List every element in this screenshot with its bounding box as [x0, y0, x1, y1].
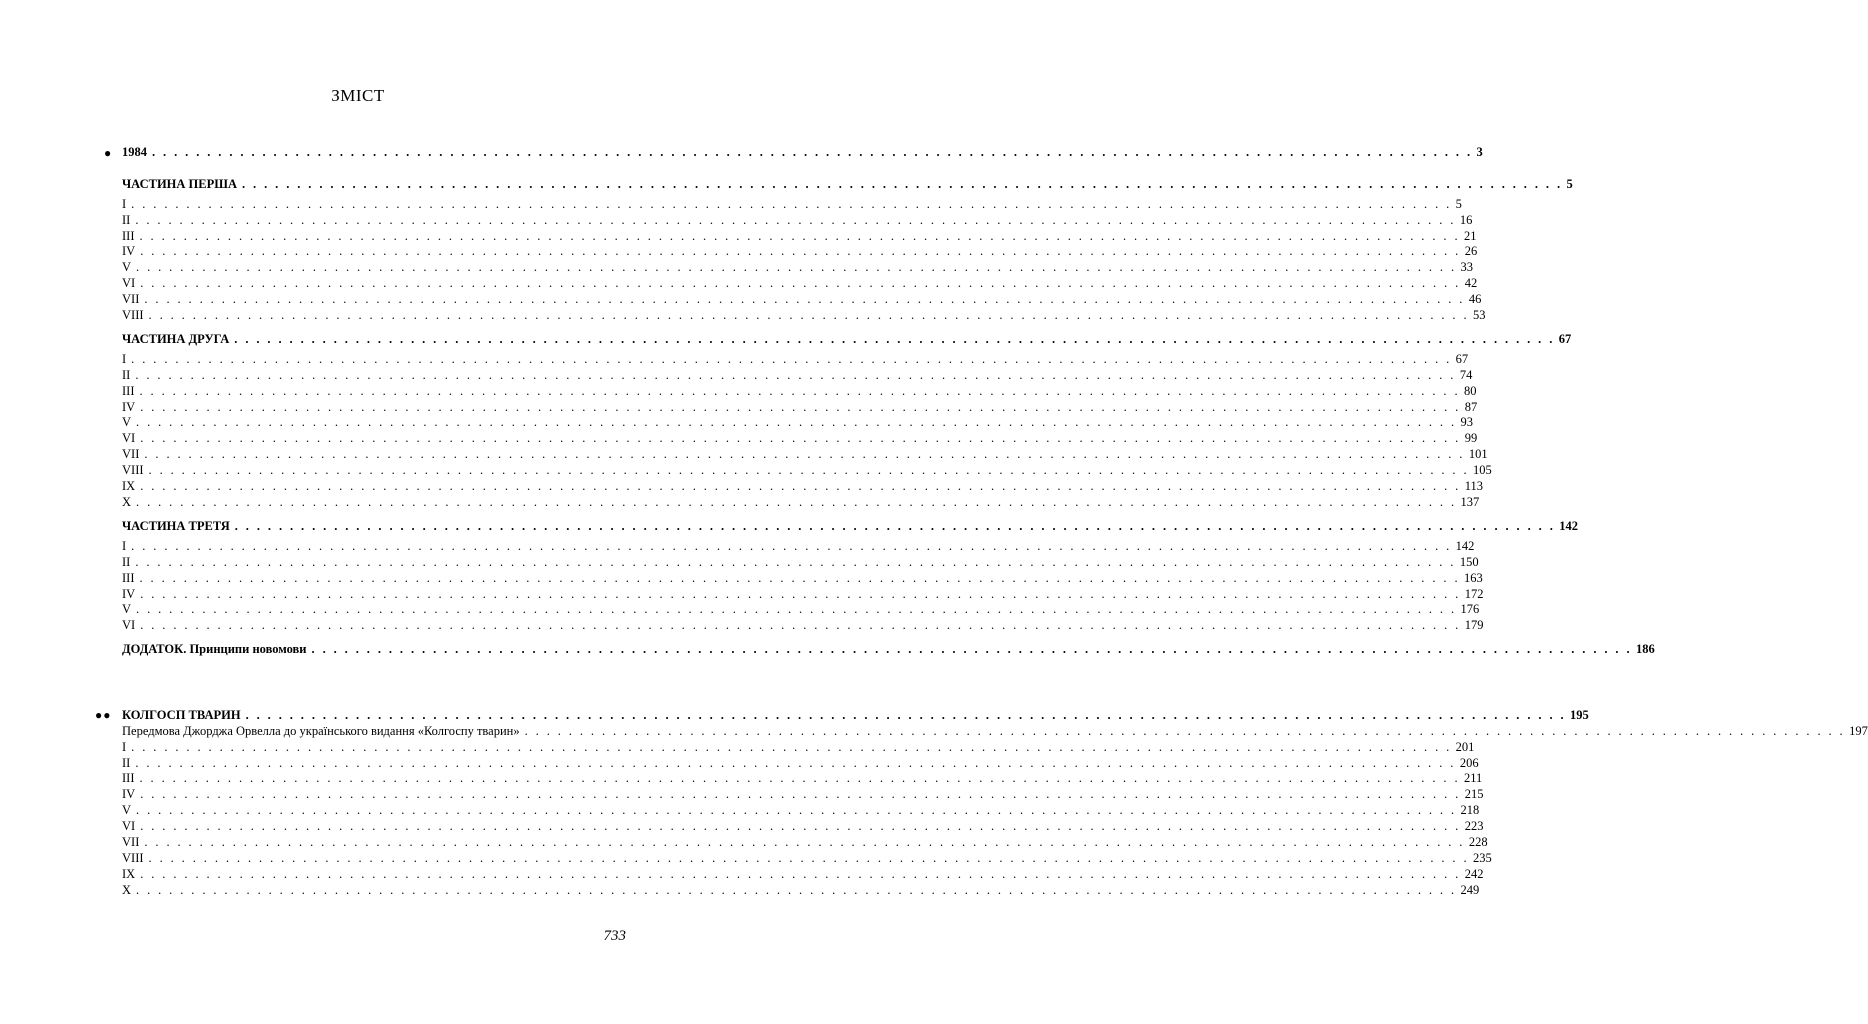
toc-entry-title: III	[122, 771, 135, 785]
toc-entry-title: VIII	[122, 463, 144, 477]
dot-leader: . . . . . . . . . . . . . . . . . . . . . . . . . . . . . . . . . . . . . . . . . . . . . . . . . . . . . . . . . . . . . . . . . . . . . . . . . . . . . . . . . . . . . . . . . . . . . . . . . . . . . . . . . . . . . . . . . . . . . . . .	[242, 177, 1563, 191]
toc-entry-title: VII	[122, 292, 140, 306]
toc-entry-title: X	[122, 883, 132, 897]
toc-entry-title: II	[122, 756, 131, 770]
dot-leader: . . . . . . . . . . . . . . . . . . . . . . . . . . . . . . . . . . . . . . . . . . . . . . . . . . . . . . . . . . . . . . . . . . . . . . . . . . . . . . . . . . . . . . . . . . . . . . . . . . . . . . . . . . . . . . . . . . . . . . . .	[234, 332, 1555, 346]
toc-entry-page: 67	[1455, 352, 1469, 366]
dot-leader: . . . . . . . . . . . . . . . . . . . . . . . . . . . . . . . . . . . . . . . . . . . . . . . . . . . . . . . . . . . . . . . . . . . . . . . . . . . . . . . . . . . . . . . . . . . . . . . . . . . . . . . . . . . . . . . . . . . . . . . .	[140, 431, 1461, 445]
toc-entry	[122, 212, 1473, 228]
bullet-marker-1984: ●	[104, 146, 113, 160]
toc-entry-title: II	[122, 368, 131, 382]
dot-leader: . . . . . . . . . . . . . . . . . . . . . . . . . . . . . . . . . . . . . . . . . . . . . . . . . . . . . . . . . . . . . . . . . . . . . . . . . . . . . . . . . . . . . . . . . . . . . . . . . . . . . . . . . . . . . . . . . . . . . . . .	[152, 145, 1473, 159]
toc-entry	[122, 802, 1480, 818]
dot-leader: . . . . . . . . . . . . . . . . . . . . . . . . . . . . . . . . . . . . . . . . . . . . . . . . . . . . . . . . . . . . . . . . . . . . . . . . . . . . . . . . . . . . . . . . . . . . . . . . . . . . . . . . . . . . . . . . . . . . . . . .	[311, 642, 1632, 656]
toc-entry	[122, 739, 1475, 755]
toc-entry-title: ЧАСТИНА ПЕРША	[122, 177, 237, 191]
toc-entry-page: 163	[1463, 571, 1483, 585]
toc-entry-title: V	[122, 415, 132, 429]
toc-section-entry	[122, 518, 1578, 534]
toc-entry	[122, 570, 1483, 586]
dot-leader: . . . . . . . . . . . . . . . . . . . . . . . . . . . . . . . . . . . . . . . . . . . . . . . . . . . . . . . . . . . . . . . . . . . . . . . . . . . . . . . . . . . . . . . . . . . . . . . . . . . . . . . . . . . . . . . . . . . . . . . .	[131, 740, 1452, 754]
toc-entry	[122, 351, 1469, 367]
toc-section-entry	[122, 144, 1483, 160]
dot-leader: . . . . . . . . . . . . . . . . . . . . . . . . . . . . . . . . . . . . . . . . . . . . . . . . . . . . . . . . . . . . . . . . . . . . . . . . . . . . . . . . . . . . . . . . . . . . . . . . . . . . . . . . . . . . . . . . . . . . . . . .	[140, 787, 1461, 801]
dot-leader: . . . . . . . . . . . . . . . . . . . . . . . . . . . . . . . . . . . . . . . . . . . . . . . . . . . . . . . . . . . . . . . . . . . . . . . . . . . . . . . . . . . . . . . . . . . . . . . . . . . . . . . . . . . . . . . . . . . . . . . .	[139, 771, 1460, 785]
toc-entry-page: 67	[1558, 332, 1572, 346]
toc-entry-page: 142	[1455, 539, 1475, 553]
toc-entry-title: VIII	[122, 851, 144, 865]
toc-entry-page: 53	[1473, 308, 1486, 322]
toc-entry	[122, 446, 1488, 462]
toc-entry-title: I	[122, 539, 127, 553]
toc-section-entry	[122, 331, 1572, 347]
toc-entry-title: I	[122, 197, 127, 211]
toc-entry-page: 93	[1460, 415, 1474, 429]
dot-leader: . . . . . . . . . . . . . . . . . . . . . . . . . . . . . . . . . . . . . . . . . . . . . . . . . . . . . . . . . . . . . . . . . . . . . . . . . . . . . . . . . . . . . . . . . . . . . . . . . . . . . . . . . . . . . . . . . . . . . . . .	[136, 602, 1457, 616]
toc-entry-title: V	[122, 260, 132, 274]
dot-leader: . . . . . . . . . . . . . . . . . . . . . . . . . . . . . . . . . . . . . . . . . . . . . . . . . . . . . . . . . . . . . . . . . . . . . . . . . . . . . . . . . . . . . . . . . . . . . . . . . . . . . . . . . . . . . . . . . . . . . . . .	[245, 708, 1567, 722]
toc-entry-page: 3	[1476, 145, 1483, 159]
toc-entry-page: 150	[1459, 555, 1479, 569]
dot-leader: . . . . . . . . . . . . . . . . . . . . . . . . . . . . . . . . . . . . . . . . . . . . . . . . . . . . . . . . . . . . . . . . . . . . . . . . . . . . . . . . . . . . . . . . . . . . . . . . . . . . . . . . . . . . . . . . . . . . . . . .	[135, 213, 1456, 227]
toc-entry-title: II	[122, 213, 131, 227]
dot-leader: . . . . . . . . . . . . . . . . . . . . . . . . . . . . . . . . . . . . . . . . . . . . . . . . . . . . . . . . . . . . . . . . . . . . . . . . . . . . . . . . . . . . . . . . . . . . . . . . . . . . . . . . . . . . . . . . . . . . . . . .	[131, 352, 1452, 366]
toc-entry-title: VI	[122, 276, 136, 290]
toc-entry-page: 218	[1460, 803, 1480, 817]
dot-leader: . . . . . . . . . . . . . . . . . . . . . . . . . . . . . . . . . . . . . . . . . . . . . . . . . . . . . . . . . . . . . . . . . . . . . . . . . . . . . . . . . . . . . . . . . . . . . . . . . . . . . . . . . . . . . . . . . . . . . . . .	[136, 495, 1457, 509]
toc-entry	[122, 834, 1488, 850]
toc-entry	[122, 383, 1477, 399]
toc-entry	[122, 494, 1480, 510]
toc-entry-title: ЧАСТИНА ТРЕТЯ	[122, 519, 230, 533]
toc-entry-title: ЧАСТИНА ДРУГА	[122, 332, 230, 346]
toc-entry-page: 206	[1459, 756, 1479, 770]
toc-entry-page: 197	[1849, 724, 1868, 738]
toc-entry-page: 228	[1468, 835, 1488, 849]
toc-entry	[122, 275, 1478, 291]
toc-section-entry	[122, 176, 1573, 192]
toc-entry-page: 249	[1460, 883, 1480, 897]
toc-entry-title: IX	[122, 867, 136, 881]
toc-entry	[122, 367, 1473, 383]
dot-leader: . . . . . . . . . . . . . . . . . . . . . . . . . . . . . . . . . . . . . . . . . . . . . . . . . . . . . . . . . . . . . . . . . . . . . . . . . . . . . . . . . . . . . . . . . . . . . . . . . . . . . . . . . . . . . . . . . . . . . . . .	[131, 197, 1452, 211]
dot-leader: . . . . . . . . . . . . . . . . . . . . . . . . . . . . . . . . . . . . . . . . . . . . . . . . . . . . . . . . . . . . . . . . . . . . . . . . . . . . . . . . . . . . . . . . . . . . . . . . . . . . . . . . . . . . . . . . . . . . . . . .	[140, 867, 1461, 881]
toc-entry-page: 74	[1459, 368, 1473, 382]
toc-entry-title: I	[122, 352, 127, 366]
dot-leader: . . . . . . . . . . . . . . . . . . . . . . . . . . . . . . . . . . . . . . . . . . . . . . . . . . . . . . . . . . . . . . . . . . . . . . . . . . . . . . . . . . . . . . . . . . . . . . . . . . . . . . . . . . . . . . . . . . . . . . . .	[148, 463, 1469, 477]
dot-leader: . . . . . . . . . . . . . . . . . . . . . . . . . . . . . . . . . . . . . . . . . . . . . . . . . . . . . . . . . . . . . . . . . . . . . . . . . . . . . . . . . . . . . . . . . . . . . . . . . . . . . . . . . . . . . . . . . . . . . . . .	[135, 368, 1456, 382]
toc-entry	[122, 601, 1480, 617]
toc-entry-page: 137	[1460, 495, 1480, 509]
toc-entry	[122, 554, 1479, 570]
toc-entry	[122, 866, 1484, 882]
toc-entry	[122, 818, 1484, 834]
toc-entry-page: 87	[1464, 400, 1478, 414]
dot-leader: . . . . . . . . . . . . . . . . . . . . . . . . . . . . . . . . . . . . . . . . . . . . . . . . . . . . . . . . . . . . . . . . . . . . . . . . . . . . . . . . . . . . . . . . . . . . . . . . . . . . . . . . . . . . . . . . . . . . . . . .	[140, 819, 1461, 833]
toc-entry-page: 223	[1464, 819, 1484, 833]
toc-entry-page: 33	[1460, 260, 1474, 274]
dot-leader: . . . . . . . . . . . . . . . . . . . . . . . . . . . . . . . . . . . . . . . . . . . . . . . . . . . . . . . . . . . . . . . . . . . . . . . . . . . . . . . . . . . . . . . . . . . . . . . . . . . . . . . . . . . . . . . . . . . . . . . .	[131, 539, 1452, 553]
toc-entry-title: IV	[122, 244, 136, 258]
toc-entry-title: Передмова Джорджа Орвелла до українського видання «Колгоспу тварин»	[122, 724, 520, 738]
toc-entry-page: 172	[1464, 587, 1484, 601]
toc-entry-page: 235	[1473, 851, 1492, 865]
toc-entry-page: 242	[1464, 867, 1484, 881]
dot-leader: . . . . . . . . . . . . . . . . . . . . . . . . . . . . . . . . . . . . . . . . . . . . . . . . . . . . . . . . . . . . . . . . . . . . . . . . . . . . . . . . . . . . . . . . . . . . . . . . . . . . . . . . . . . . . . . . . . . . . . . .	[144, 835, 1465, 849]
toc-entry	[122, 586, 1484, 602]
toc-entry-title: IV	[122, 787, 136, 801]
toc-entry-title: IX	[122, 479, 136, 493]
page-title: ЗМІСТ	[331, 86, 385, 105]
toc-entry-title: I	[122, 740, 127, 754]
dot-leader: . . . . . . . . . . . . . . . . . . . . . . . . . . . . . . . . . . . . . . . . . . . . . . . . . . . . . . . . . . . . . . . . . . . . . . . . . . . . . . . . . . . . . . . . . . . . . . . . . . . . . . . . . . . . . . . . . . . . . . . .	[136, 883, 1457, 897]
toc-entry-page: 211	[1463, 771, 1483, 785]
dot-leader: . . . . . . . . . . . . . . . . . . . . . . . . . . . . . . . . . . . . . . . . . . . . . . . . . . . . . . . . . . . . . . . . . . . . . . . . . . . . . . . . . . . . . . . . . . . . . . . . . . . . . . . . . . . . . . . . . . . . . . . .	[148, 308, 1469, 322]
toc-entry-title: VII	[122, 447, 140, 461]
toc-entry-title: VII	[122, 835, 140, 849]
dot-leader: . . . . . . . . . . . . . . . . . . . . . . . . . . . . . . . . . . . . . . . . . . . . . . . . . . . . . . . . . . . . . . . . . . . . . . . . . . . . . . . . . . . . . . . . . . . . . . . . . . . . . . . . . . . . . . . . . . . . . . . .	[139, 571, 1460, 585]
toc-entry-page: 105	[1473, 463, 1492, 477]
toc-entry-title: VIII	[122, 308, 144, 322]
toc-entry	[122, 478, 1483, 494]
toc-section-entry	[122, 707, 1589, 723]
toc-entry-page: 215	[1464, 787, 1484, 801]
dot-leader: . . . . . . . . . . . . . . . . . . . . . . . . . . . . . . . . . . . . . . . . . . . . . . . . . . . . . . . . . . . . . . . . . . . . . . . . . . . . . . . . . . . . . . . . . . . . . . . . . . . . . . . . . . . . . . . . . . . . . . . .	[140, 400, 1461, 414]
toc-entry-page: 5	[1566, 177, 1573, 191]
dot-leader: . . . . . . . . . . . . . . . . . . . . . . . . . . . . . . . . . . . . . . . . . . . . . . . . . . . . . . . . . . . . . . . . . . . . . . . . . . . . . . . . . . . . . . . . . . . . . . . . . . . . . . . . . . . . . . . . . . . . . . . .	[234, 519, 1556, 533]
dot-leader: . . . . . . . . . . . . . . . . . . . . . . . . . . . . . . . . . . . . . . . . . . . . . . . . . . . . . . . . . . . . . . . . . . . . . . . . . . . . . . . . . . . . . . . . . . . . . . . . . . . . . . . . . . . . . . . . . . . . . . . .	[136, 415, 1457, 429]
dot-leader: . . . . . . . . . . . . . . . . . . . . . . . . . . . . . . . . . . . . . . . . . . . . . . . . . . . . . . . . . . . . . . . . . . . . . . . . . . . . . . . . . . . . . . . . . . . . . . . . . . . . . . . . . . . . . . . . . . . . . . . .	[140, 479, 1461, 493]
toc-entry-page: 46	[1468, 292, 1482, 306]
toc-entry	[122, 243, 1478, 259]
toc-entry	[122, 850, 1492, 866]
toc-entry-title: V	[122, 803, 132, 817]
toc-entry	[122, 228, 1477, 244]
toc-entry-page: 113	[1464, 479, 1483, 493]
toc-entry-page: 80	[1463, 384, 1477, 398]
dot-leader: . . . . . . . . . . . . . . . . . . . . . . . . . . . . . . . . . . . . . . . . . . . . . . . . . . . . . . . . . . . . . . . . . . . . . . . . . . . . . . . . . . . . . . . . . . . . . . . . . . . . . . . . . . . . . . . . . . . . . . . .	[135, 756, 1456, 770]
dot-leader: . . . . . . . . . . . . . . . . . . . . . . . . . . . . . . . . . . . . . . . . . . . . . . . . . . . . . . . . . . . . . . . . . . . . . . . . . . . . . . . . . . . . . . . . . . . . . . . . . . . . . . . . . . . . . . . . . . . . . . . .	[140, 618, 1461, 632]
toc-entry-page: 195	[1570, 708, 1589, 722]
toc-section-entry	[122, 641, 1655, 657]
dot-leader: . . . . . . . . . . . . . . . . . . . . . . . . . . . . . . . . . . . . . . . . . . . . . . . . . . . . . . . . . . . . . . . . . . . . . . . . . . . . . . . . . . . . . . . . . . . . . . . . . . . . . . . . . . . . . . . . . . . . . . . .	[140, 276, 1461, 290]
toc-entry-title: II	[122, 555, 131, 569]
toc-entry-page: 99	[1464, 431, 1478, 445]
toc-entry	[122, 882, 1480, 898]
toc-entry-title: IV	[122, 400, 136, 414]
toc-entry-page: 26	[1464, 244, 1478, 258]
toc-entry-page: 186	[1636, 642, 1655, 656]
dot-leader: . . . . . . . . . . . . . . . . . . . . . . . . . . . . . . . . . . . . . . . . . . . . . . . . . . . . . . . . . . . . . . . . . . . . . . . . . . . . . . . . . . . . . . . . . . . . . . . . . . . . . . . . . . . . . . . . . . . . . . . .	[148, 851, 1469, 865]
dot-leader: . . . . . . . . . . . . . . . . . . . . . . . . . . . . . . . . . . . . . . . . . . . . . . . . . . . . . . . . . . . . . . . . . . . . . . . . . . . . . . . . . . . . . . . . . . . . . . . . . . . . . . . . . . . . . . . . . . . . . . . .	[144, 447, 1465, 461]
toc-entry-title: V	[122, 602, 132, 616]
toc-entry	[122, 414, 1474, 430]
toc-entry-title: VI	[122, 431, 136, 445]
dot-leader: . . . . . . . . . . . . . . . . . . . . . . . . . . . . . . . . . . . . . . . . . . . . . . . . . . . . . . . . . . . . . . . . . . . . . . . . . . . . . . . . . . . . . . . . . . . . . . . . . . . . . . . . . . . . . . . . . . . . . . . .	[136, 803, 1457, 817]
toc-entry-title: X	[122, 495, 132, 509]
toc-entry	[122, 462, 1492, 478]
page-number: 733	[603, 928, 626, 944]
toc-entry-title: 1984	[122, 145, 147, 159]
dot-leader: . . . . . . . . . . . . . . . . . . . . . . . . . . . . . . . . . . . . . . . . . . . . . . . . . . . . . . . . . . . . . . . . . . . . . . . . . . . . . . . . . . . . . . . . . . . . . . . . . . . . . . . . . . . . . . . . . . . . . . . .	[136, 260, 1457, 274]
dot-leader: . . . . . . . . . . . . . . . . . . . . . . . . . . . . . . . . . . . . . . . . . . . . . . . . . . . . . . . . . . . . . . . . . . . . . . . . . . . . . . . . . . . . . . . . . . . . . . . . . . . . . . . . . . . . . . . . . . . . . . . .	[135, 555, 1456, 569]
toc-entry-page: 5	[1455, 197, 1462, 211]
toc-entry-title: КОЛГОСП ТВАРИН	[122, 708, 241, 722]
toc-entry-title: VI	[122, 618, 136, 632]
toc-entry-page: 176	[1460, 602, 1480, 616]
toc-entry	[122, 786, 1484, 802]
toc-entry	[122, 259, 1474, 275]
toc-entry-title: ДОДАТОК. Принципи новомови	[122, 642, 307, 656]
dot-leader: . . . . . . . . . . . . . . . . . . . . . . . . . . . . . . . . . . . . . . . . . . . . . . . . . . . . . . . . . . . . . . . . . . . . . . . . . . . . . . . . . . . . . . . . . . . . . . . . . . . . . . . . . . . . . . . . . . . . . . . .	[139, 229, 1460, 243]
toc-entry-page: 21	[1463, 229, 1477, 243]
toc-entry-page: 16	[1459, 213, 1473, 227]
toc-entry	[122, 770, 1483, 786]
toc-entry	[122, 723, 1868, 739]
toc-entry	[122, 538, 1475, 554]
dot-leader: . . . . . . . . . . . . . . . . . . . . . . . . . . . . . . . . . . . . . . . . . . . . . . . . . . . . . . . . . . . . . . . . . . . . . . . . . . . . . . . . . . . . . . . . . . . . . . . . . . . . . . . . . . . . . . . . . . . . . . . .	[140, 244, 1461, 258]
toc-entry	[122, 755, 1479, 771]
toc-entry-page: 42	[1464, 276, 1478, 290]
toc-entry-title: III	[122, 384, 135, 398]
toc-entry-title: VI	[122, 819, 136, 833]
toc-entry-page: 101	[1468, 447, 1488, 461]
bullet-marker-animal-farm: ●●	[95, 708, 112, 722]
dot-leader: . . . . . . . . . . . . . . . . . . . . . . . . . . . . . . . . . . . . . . . . . . . . . . . . . . . . . . . . . . . . . . . . . . . . . . . . . . . . . . . . . . . . . . . . . . . . . . . . . . . . . . . . . . . . . . . . . . . . . . . .	[140, 587, 1461, 601]
toc-entry-page: 179	[1464, 618, 1484, 632]
toc-entry-title: III	[122, 229, 135, 243]
dot-leader: . . . . . . . . . . . . . . . . . . . . . . . . . . . . . . . . . . . . . . . . . . . . . . . . . . . . . . . . . . . . . . . . . . . . . . . . . . . . . . . . . . . . . . . . . . . . . . . . . . . . . . . . . . . . . . . . . . . . . . . .	[139, 384, 1460, 398]
toc-entry	[122, 196, 1462, 212]
toc-entry-page: 201	[1455, 740, 1475, 754]
toc-entry	[122, 399, 1478, 415]
dot-leader: . . . . . . . . . . . . . . . . . . . . . . . . . . . . . . . . . . . . . . . . . . . . . . . . . . . . . . . . . . . . . . . . . . . . . . . . . . . . . . . . . . . . . . . . . . . . . . . . . . . . . . . . . . . . . . . . . . . . . . . .	[524, 724, 1846, 738]
toc-entry	[122, 430, 1478, 446]
toc-entry	[122, 291, 1482, 307]
toc-entry	[122, 617, 1484, 633]
toc-entry	[122, 307, 1486, 323]
dot-leader: . . . . . . . . . . . . . . . . . . . . . . . . . . . . . . . . . . . . . . . . . . . . . . . . . . . . . . . . . . . . . . . . . . . . . . . . . . . . . . . . . . . . . . . . . . . . . . . . . . . . . . . . . . . . . . . . . . . . . . . .	[144, 292, 1465, 306]
toc-entry-title: IV	[122, 587, 136, 601]
toc-entry-title: III	[122, 571, 135, 585]
toc-entry-page: 142	[1559, 519, 1578, 533]
